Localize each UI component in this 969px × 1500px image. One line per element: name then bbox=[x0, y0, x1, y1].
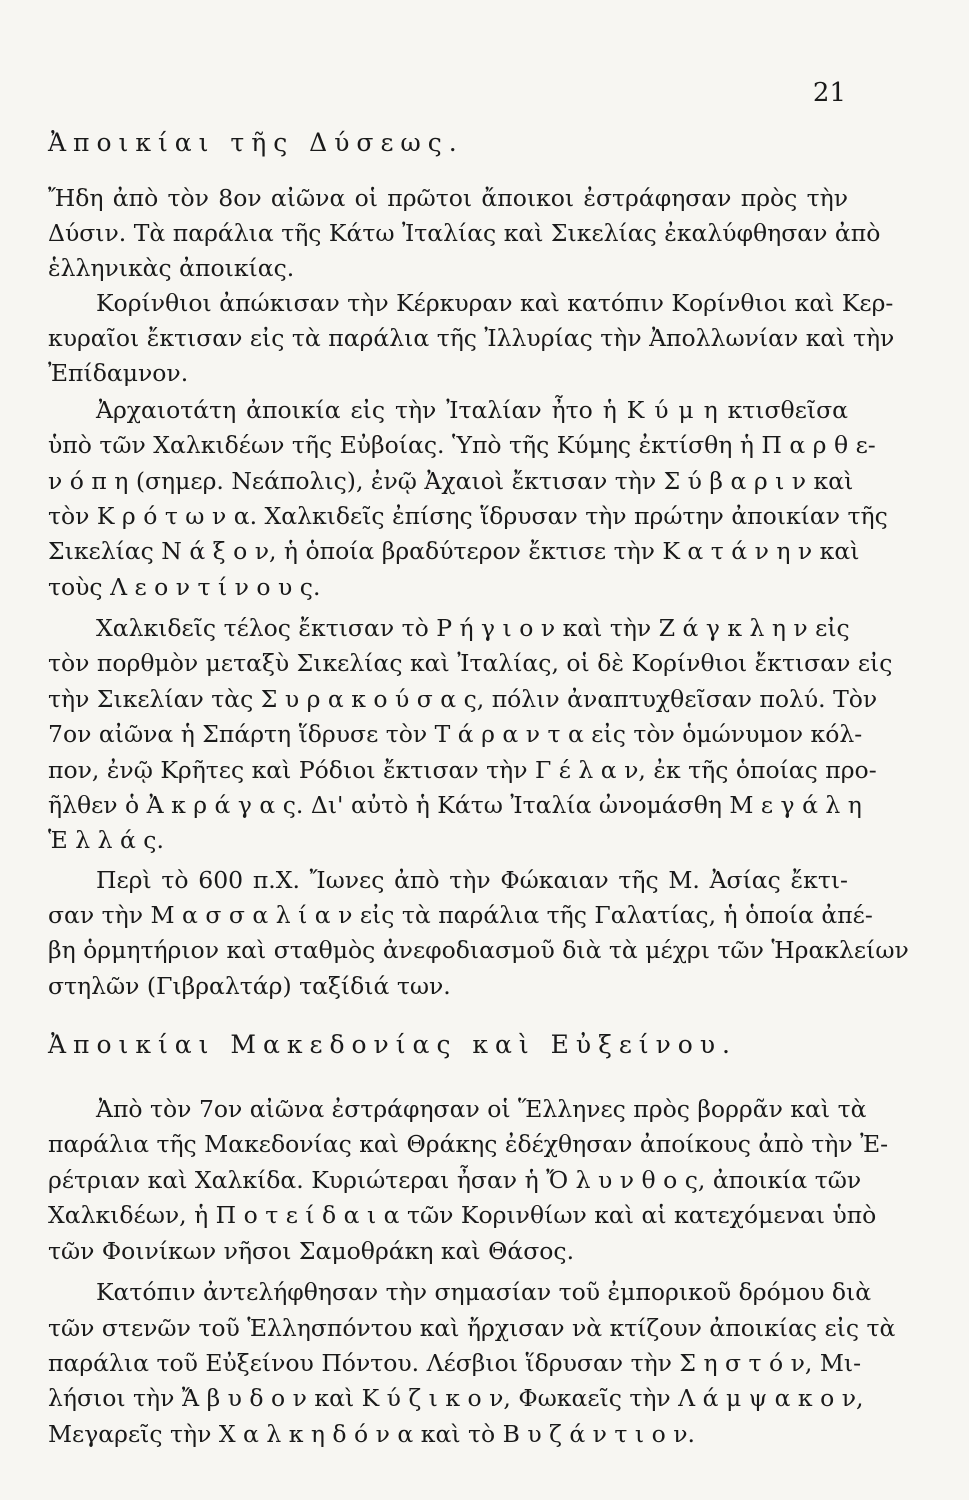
text-line: τῶν Φοινίκων νῆσοι Σαμοθράκη καὶ Θάσος. bbox=[48, 1237, 575, 1265]
text-line: ν ό π η (σημερ. Νεάπολις), ἐνῷ Ἀχαιοὶ ἔκτισαν τὴν Σ ύ β α ρ ι ν καὶ bbox=[48, 467, 854, 495]
text-line: τὴν Σικελίαν τὰς Σ υ ρ α κ ο ύ σ α ς, πόλιν ἀναπτυχθεῖσαν πολύ. Τὸν bbox=[48, 685, 878, 713]
text-line: Σικελίας Ν ά ξ ο ν, ἡ ὁποία βραδύτερον ἔκτισε τὴν Κ α τ ά ν η ν καὶ bbox=[48, 537, 860, 565]
text-line: τὸν πορθμὸν μεταξὺ Σικελίας καὶ Ἰταλίας, οἱ δὲ Κορίνθιοι ἔκτισαν εἰς bbox=[48, 649, 893, 677]
text-line: ἑλληνικὰς ἀποικίας. bbox=[48, 254, 295, 282]
text-line: ὑπὸ τῶν Χαλκιδέων τῆς Εὐβοίας. Ὑπὸ τῆς Κύμης ἐκτίσθη ἡ Π α ρ θ ε- bbox=[48, 431, 876, 459]
text-line: βη ὁρμητήριον καὶ σταθμὸς ἀνεφοδιασμοῦ διὰ τὰ μέχρι τῶν Ἡρακλείων bbox=[48, 936, 909, 964]
text-line: Ἀπὸ τὸν 7ον αἰῶνα ἐστράφησαν οἱ Ἕλληνες πρὸς βορρᾶν καὶ τὰ bbox=[96, 1095, 867, 1123]
text-line: Περὶ τὸ 600 π.Χ. Ἴωνες ἀπὸ τὴν Φώκαιαν τῆς Μ. Ἀσίας ἔκτι- bbox=[96, 866, 848, 894]
section-heading-west-colonies: Ἀποικίαι τῆς Δύσεως. bbox=[48, 128, 464, 157]
page-number: 21 bbox=[812, 78, 846, 108]
text-line: τὸν Κ ρ ό τ ω ν α. Χαλκιδεῖς ἐπίσης ἵδρυσαν τὴν πρώτην ἀποικίαν τῆς bbox=[48, 502, 888, 530]
text-line: Μεγαρεῖς τὴν Χ α λ κ η δ ό ν α καὶ τὸ Β υ ζ ά ν τ ι ο ν. bbox=[48, 1420, 695, 1448]
text-line: Χαλκιδέων, ἡ Π ο τ ε ί δ α ι α τῶν Κορινθίων καὶ αἱ κατεχόμεναι ὑπὸ bbox=[48, 1201, 877, 1229]
text-line: στηλῶν (Γιβραλτάρ) ταξίδιά των. bbox=[48, 972, 451, 1000]
text-line: Ἤδη ἀπὸ τὸν 8ον αἰῶνα οἱ πρῶτοι ἄποικοι ἐστράφησαν πρὸς τὴν bbox=[48, 184, 848, 212]
text-line: παράλια τοῦ Εὐξείνου Πόντου. Λέσβιοι ἵδρυσαν τὴν Σ η σ τ ό ν, Μι- bbox=[48, 1349, 862, 1377]
text-line: 7ον αἰῶνα ἡ Σπάρτη ἵδρυσε τὸν Τ ά ρ α ν τ α εἰς τὸν ὁμώνυμον κόλ- bbox=[48, 720, 863, 748]
text-line: Δύσιν. Τὰ παράλια τῆς Κάτω Ἰταλίας καὶ Σικελίας ἐκαλύφθησαν ἀπὸ bbox=[48, 219, 881, 247]
text-line: ῆλθεν ὁ Ἀ κ ρ ά γ α ς. Δι' αὐτὸ ἡ Κάτω Ἰταλία ὠνομάσθη Μ ε γ ά λ η bbox=[48, 791, 862, 819]
text-line: τοὺς Λ ε ο ν τ ί ν ο υ ς. bbox=[48, 573, 321, 601]
text-line: Κορίνθιοι ἀπώκισαν τὴν Κέρκυραν καὶ κατόπιν Κορίνθιοι καὶ Κερ- bbox=[96, 289, 894, 317]
section-heading-macedonia-euxine-colonies: Ἀποικίαι Μακεδονίας καὶ Εὐξείνου. bbox=[48, 1030, 738, 1059]
text-line: πον, ἐνῷ Κρῆτες καὶ Ρόδιοι ἔκτισαν τὴν Γ έ λ α ν, ἐκ τῆς ὁποίας προ- bbox=[48, 756, 877, 784]
text-line: τῶν στενῶν τοῦ Ἑλλησπόντου καὶ ἤρχισαν νὰ κτίζουν ἀποικίας εἰς τὰ bbox=[48, 1314, 896, 1342]
text-line: παράλια τῆς Μακεδονίας καὶ Θράκης ἐδέχθησαν ἀποίκους ἀπὸ τὴν Ἐ- bbox=[48, 1130, 889, 1158]
text-line: Ἐπίδαμνον. bbox=[48, 359, 189, 387]
text-line: Χαλκιδεῖς τέλος ἔκτισαν τὸ Ρ ή γ ι ο ν καὶ τὴν Ζ ά γ κ λ η ν εἰς bbox=[96, 614, 850, 642]
text-line: κυραῖοι ἔκτισαν εἰς τὰ παράλια τῆς Ἰλλυρίας τὴν Ἀπολλωνίαν καὶ τὴν bbox=[48, 324, 895, 352]
text-line: σαν τὴν Μ α σ σ α λ ί α ν εἰς τὰ παράλια τῆς Γαλατίας, ἡ ὁποία ἀπέ- bbox=[48, 901, 873, 929]
text-line: Ἑ λ λ ά ς. bbox=[48, 826, 164, 854]
text-line: Κατόπιν ἀντελήφθησαν τὴν σημασίαν τοῦ ἐμπορικοῦ δρόμου διὰ bbox=[96, 1278, 872, 1306]
text-line: Ἀρχαιοτάτη ἀποικία εἰς τὴν Ἰταλίαν ἦτο ἡ Κ ύ μ η κτισθεῖσα bbox=[96, 396, 848, 424]
text-line: λήσιοι τὴν Ἄ β υ δ ο ν καὶ Κ ύ ζ ι κ ο ν, Φωκαεῖς τὴν Λ ά μ ψ α κ ο ν, bbox=[48, 1384, 864, 1412]
text-line: ρέτριαν καὶ Χαλκίδα. Κυριώτεραι ἦσαν ἡ Ὄ λ υ ν θ ο ς, ἀποικία τῶν bbox=[48, 1166, 862, 1194]
